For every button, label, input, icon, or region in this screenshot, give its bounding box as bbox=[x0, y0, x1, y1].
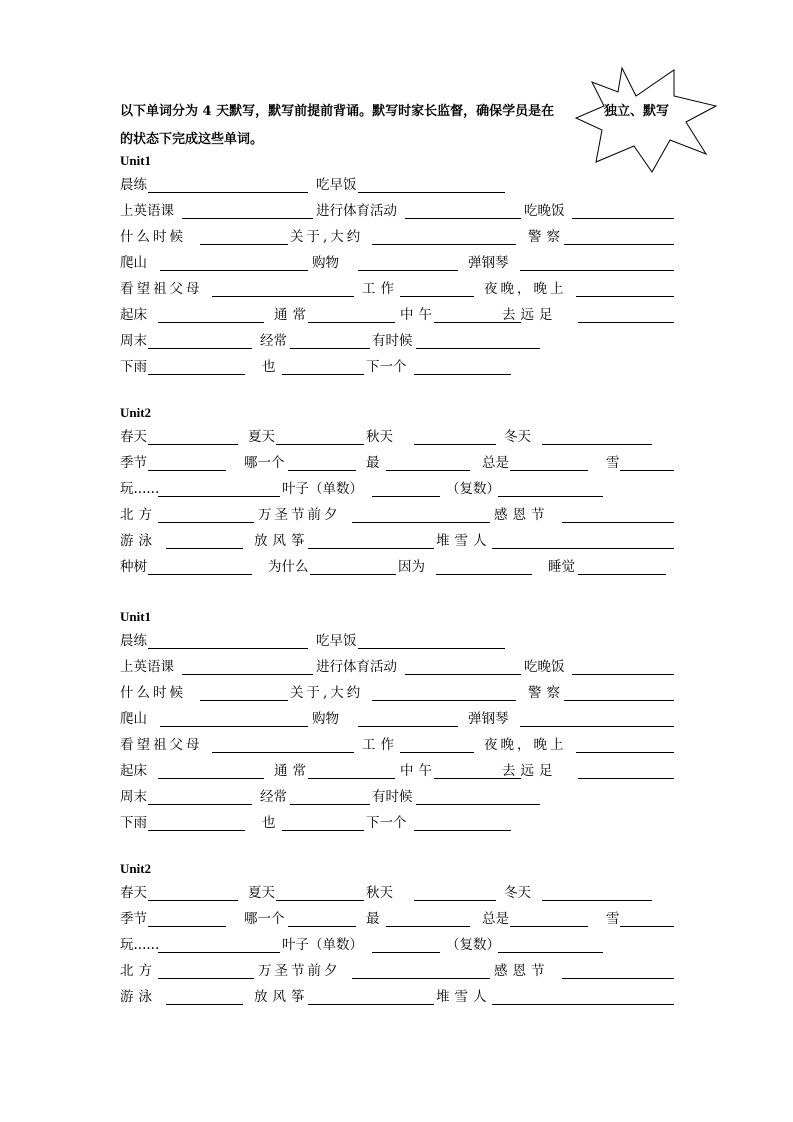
answer-blank[interactable] bbox=[358, 192, 505, 193]
vocab-row bbox=[120, 227, 675, 247]
vocab-row bbox=[120, 935, 675, 955]
answer-blank[interactable] bbox=[158, 978, 254, 979]
vocab-row bbox=[120, 331, 675, 351]
answer-blank[interactable] bbox=[578, 778, 674, 779]
answer-blank[interactable] bbox=[200, 244, 288, 245]
vocab-row bbox=[120, 813, 675, 833]
answer-blank[interactable] bbox=[400, 752, 474, 753]
vocab-word: 也 bbox=[262, 359, 276, 375]
vocab-word: 中午 bbox=[400, 763, 437, 779]
answer-blank[interactable] bbox=[578, 322, 674, 323]
vocab-word: 爬山 bbox=[120, 255, 147, 271]
vocab-word: 警察 bbox=[528, 685, 565, 701]
vocab-word: 吃早饭 bbox=[316, 177, 357, 193]
vocab-row bbox=[120, 909, 675, 929]
answer-blank[interactable] bbox=[308, 322, 395, 323]
vocab-word: 冬天 bbox=[504, 429, 531, 445]
answer-blank[interactable] bbox=[405, 674, 521, 675]
answer-blank[interactable] bbox=[148, 830, 245, 831]
vocab-word: 工作 bbox=[362, 281, 399, 297]
answer-blank[interactable] bbox=[288, 470, 356, 471]
vocab-row bbox=[120, 357, 675, 377]
answer-blank[interactable] bbox=[148, 444, 238, 445]
vocab-word: 周末 bbox=[120, 789, 147, 805]
instructions-line-2: 的状态下完成这些单词。 bbox=[120, 132, 264, 147]
answer-blank[interactable] bbox=[572, 218, 674, 219]
answer-blank[interactable] bbox=[576, 752, 674, 753]
vocab-word: 放风筝 bbox=[254, 533, 310, 549]
vocab-word: 雪 bbox=[606, 911, 620, 927]
vocab-word: 也 bbox=[262, 815, 276, 831]
answer-blank[interactable] bbox=[576, 296, 674, 297]
answer-blank[interactable] bbox=[492, 548, 674, 549]
vocab-word: 叶子（单数） bbox=[282, 937, 363, 953]
answer-blank[interactable] bbox=[158, 522, 254, 523]
vocab-word: 关于,大约 bbox=[290, 229, 364, 245]
vocab-word: 万圣节前夕 bbox=[258, 507, 341, 523]
answer-blank[interactable] bbox=[386, 470, 470, 471]
vocab-word: 因为 bbox=[398, 559, 425, 575]
section-title: Unit1 bbox=[120, 153, 152, 168]
answer-blank[interactable] bbox=[158, 496, 280, 497]
vocab-word: 雪 bbox=[606, 455, 620, 471]
vocab-word: 堆雪人 bbox=[436, 533, 492, 549]
answer-blank[interactable] bbox=[564, 700, 674, 701]
answer-blank[interactable] bbox=[372, 496, 440, 497]
answer-blank[interactable] bbox=[498, 496, 603, 497]
section-title: Unit2 bbox=[120, 405, 152, 420]
answer-blank[interactable] bbox=[510, 470, 588, 471]
answer-blank[interactable] bbox=[372, 952, 440, 953]
vocab-word: 秋天 bbox=[366, 885, 393, 901]
vocab-word: 什么时候 bbox=[120, 685, 186, 701]
vocab-row bbox=[120, 253, 675, 273]
vocab-word: 上英语课 bbox=[120, 203, 174, 219]
vocab-word: 有时候 bbox=[372, 333, 413, 349]
answer-blank[interactable] bbox=[148, 374, 245, 375]
answer-blank[interactable] bbox=[160, 726, 308, 727]
answer-blank[interactable] bbox=[288, 926, 356, 927]
answer-blank[interactable] bbox=[386, 926, 470, 927]
vocab-row bbox=[120, 657, 675, 677]
answer-blank[interactable] bbox=[520, 270, 674, 271]
answer-blank[interactable] bbox=[414, 374, 511, 375]
vocab-word: 关于,大约 bbox=[290, 685, 364, 701]
vocab-row bbox=[120, 683, 675, 703]
vocab-row bbox=[120, 987, 675, 1007]
vocab-word: 秋天 bbox=[366, 429, 393, 445]
vocab-word: 经常 bbox=[260, 333, 287, 349]
vocab-word: 有时候 bbox=[372, 789, 413, 805]
answer-blank[interactable] bbox=[358, 270, 458, 271]
answer-blank[interactable] bbox=[414, 830, 511, 831]
vocab-word: 警察 bbox=[528, 229, 565, 245]
vocab-row bbox=[120, 201, 675, 221]
answer-blank[interactable] bbox=[358, 648, 505, 649]
answer-blank[interactable] bbox=[414, 444, 496, 445]
vocab-row bbox=[120, 531, 675, 551]
vocab-word: 中午 bbox=[400, 307, 437, 323]
vocab-word: 春天 bbox=[120, 885, 147, 901]
answer-blank[interactable] bbox=[290, 348, 370, 349]
answer-blank[interactable] bbox=[436, 574, 532, 575]
answer-blank[interactable] bbox=[372, 244, 516, 245]
answer-blank[interactable] bbox=[282, 830, 364, 831]
answer-blank[interactable] bbox=[148, 348, 252, 349]
vocab-word: 进行体育活动 bbox=[316, 659, 397, 675]
answer-blank[interactable] bbox=[148, 900, 238, 901]
answer-blank[interactable] bbox=[308, 1004, 434, 1005]
answer-blank[interactable] bbox=[562, 522, 674, 523]
vocab-word: 起床 bbox=[120, 307, 147, 323]
answer-blank[interactable] bbox=[148, 804, 252, 805]
vocab-word: 看望祖父母 bbox=[120, 281, 203, 297]
vocab-word: 玩...... bbox=[120, 937, 160, 953]
vocab-word: 为什么 bbox=[268, 559, 309, 575]
vocab-word: 看望祖父母 bbox=[120, 737, 203, 753]
vocab-row bbox=[120, 505, 675, 525]
answer-blank[interactable] bbox=[562, 978, 674, 979]
vocab-row bbox=[120, 709, 675, 729]
vocab-row bbox=[120, 453, 675, 473]
vocab-row bbox=[120, 787, 675, 807]
vocab-word: 下雨 bbox=[120, 359, 147, 375]
answer-blank[interactable] bbox=[542, 444, 652, 445]
vocab-word: 下雨 bbox=[120, 815, 147, 831]
answer-blank[interactable] bbox=[290, 804, 370, 805]
vocab-row bbox=[120, 175, 675, 195]
vocab-word: 堆雪人 bbox=[436, 989, 492, 1005]
vocab-word: 吃晚饭 bbox=[524, 203, 565, 219]
vocab-word: 晨练 bbox=[120, 177, 147, 193]
vocab-word: 感恩节 bbox=[494, 507, 550, 523]
vocab-word: 吃早饭 bbox=[316, 633, 357, 649]
answer-blank[interactable] bbox=[308, 778, 395, 779]
answer-blank[interactable] bbox=[158, 952, 280, 953]
section-title: Unit2 bbox=[120, 861, 152, 876]
section-title: Unit1 bbox=[120, 609, 152, 624]
vocab-word: 去远足 bbox=[502, 307, 558, 323]
answer-blank[interactable] bbox=[400, 296, 474, 297]
vocab-word: 周末 bbox=[120, 333, 147, 349]
answer-blank[interactable] bbox=[308, 548, 434, 549]
vocab-row bbox=[120, 761, 675, 781]
callout-text: 独立、默写 bbox=[604, 104, 670, 119]
answer-blank[interactable] bbox=[182, 674, 313, 675]
answer-blank[interactable] bbox=[212, 296, 354, 297]
vocab-word: 夏天 bbox=[248, 429, 275, 445]
answer-blank[interactable] bbox=[572, 674, 674, 675]
vocab-word: 放风筝 bbox=[254, 989, 310, 1005]
vocab-word: 晨练 bbox=[120, 633, 147, 649]
answer-blank[interactable] bbox=[416, 348, 540, 349]
vocab-word: 冬天 bbox=[504, 885, 531, 901]
answer-blank[interactable] bbox=[372, 700, 516, 701]
answer-blank[interactable] bbox=[310, 574, 396, 575]
vocab-word: 感恩节 bbox=[494, 963, 550, 979]
vocab-word: 去远足 bbox=[502, 763, 558, 779]
vocab-word: 北方 bbox=[120, 507, 157, 523]
vocab-word: 夜晚，晚上 bbox=[484, 737, 567, 753]
vocab-word: 起床 bbox=[120, 763, 147, 779]
vocab-word: 总是 bbox=[482, 455, 509, 471]
answer-blank[interactable] bbox=[148, 192, 308, 193]
answer-blank[interactable] bbox=[182, 218, 313, 219]
answer-blank[interactable] bbox=[510, 926, 588, 927]
vocab-row bbox=[120, 305, 675, 325]
answer-blank[interactable] bbox=[358, 726, 458, 727]
answer-blank[interactable] bbox=[160, 270, 308, 271]
vocab-row bbox=[120, 735, 675, 755]
vocab-word: 游泳 bbox=[120, 533, 157, 549]
vocab-word: 通常 bbox=[274, 307, 311, 323]
vocab-row bbox=[120, 883, 675, 903]
answer-blank[interactable] bbox=[352, 522, 490, 523]
vocab-word: 最 bbox=[366, 455, 380, 471]
answer-blank[interactable] bbox=[620, 926, 674, 927]
vocab-word: 哪一个 bbox=[244, 455, 285, 471]
answer-blank[interactable] bbox=[158, 322, 264, 323]
vocab-word: 季节 bbox=[120, 455, 147, 471]
answer-blank[interactable] bbox=[166, 548, 243, 549]
answer-blank[interactable] bbox=[620, 470, 674, 471]
answer-blank[interactable] bbox=[148, 470, 226, 471]
vocab-word: 工作 bbox=[362, 737, 399, 753]
vocab-word: 弹钢琴 bbox=[468, 711, 509, 727]
answer-blank[interactable] bbox=[212, 752, 354, 753]
vocab-word: 万圣节前夕 bbox=[258, 963, 341, 979]
answer-blank[interactable] bbox=[405, 218, 521, 219]
answer-blank[interactable] bbox=[200, 700, 288, 701]
vocab-word: 总是 bbox=[482, 911, 509, 927]
vocab-word: （复数） bbox=[446, 481, 500, 497]
vocab-word: 最 bbox=[366, 911, 380, 927]
vocab-word: 什么时候 bbox=[120, 229, 186, 245]
vocab-word: 爬山 bbox=[120, 711, 147, 727]
instructions bbox=[120, 98, 600, 154]
vocab-word: 通常 bbox=[274, 763, 311, 779]
answer-blank[interactable] bbox=[282, 374, 364, 375]
answer-blank[interactable] bbox=[352, 978, 490, 979]
answer-blank[interactable] bbox=[414, 900, 496, 901]
vocab-word: 经常 bbox=[260, 789, 287, 805]
answer-blank[interactable] bbox=[578, 574, 666, 575]
vocab-row bbox=[120, 557, 675, 577]
vocab-word: 吃晚饭 bbox=[524, 659, 565, 675]
vocab-row bbox=[120, 279, 675, 299]
vocab-word: 睡觉 bbox=[548, 559, 575, 575]
vocab-word: 进行体育活动 bbox=[316, 203, 397, 219]
vocab-word: 北方 bbox=[120, 963, 157, 979]
vocab-word: 玩...... bbox=[120, 481, 160, 497]
vocab-word: 夜晚，晚上 bbox=[484, 281, 567, 297]
vocab-row bbox=[120, 479, 675, 499]
answer-blank[interactable] bbox=[276, 444, 364, 445]
vocab-word: 叶子（单数） bbox=[282, 481, 363, 497]
vocab-word: （复数） bbox=[446, 937, 500, 953]
vocab-word: 上英语课 bbox=[120, 659, 174, 675]
vocab-word: 春天 bbox=[120, 429, 147, 445]
answer-blank[interactable] bbox=[166, 1004, 243, 1005]
answer-blank[interactable] bbox=[276, 900, 364, 901]
instructions-line-1: 以下单词分为 4 天默写，默写前提前背诵。默写时家长监督，确保学员是在 bbox=[120, 104, 555, 119]
answer-blank[interactable] bbox=[148, 926, 226, 927]
vocab-word: 游泳 bbox=[120, 989, 157, 1005]
answer-blank[interactable] bbox=[148, 574, 252, 575]
vocab-word: 哪一个 bbox=[244, 911, 285, 927]
vocab-word: 购物 bbox=[312, 255, 339, 271]
vocab-word: 夏天 bbox=[248, 885, 275, 901]
answer-blank[interactable] bbox=[416, 804, 540, 805]
vocab-row bbox=[120, 961, 675, 981]
vocab-word: 季节 bbox=[120, 911, 147, 927]
vocab-word: 种树 bbox=[120, 559, 147, 575]
answer-blank[interactable] bbox=[542, 900, 652, 901]
vocab-word: 下一个 bbox=[366, 359, 407, 375]
answer-blank[interactable] bbox=[158, 778, 264, 779]
answer-blank[interactable] bbox=[148, 648, 308, 649]
answer-blank[interactable] bbox=[498, 952, 603, 953]
answer-blank[interactable] bbox=[564, 244, 674, 245]
vocab-word: 购物 bbox=[312, 711, 339, 727]
vocab-word: 弹钢琴 bbox=[468, 255, 509, 271]
vocab-row bbox=[120, 631, 675, 651]
vocab-word: 下一个 bbox=[366, 815, 407, 831]
answer-blank[interactable] bbox=[492, 1004, 674, 1005]
answer-blank[interactable] bbox=[520, 726, 674, 727]
vocab-row bbox=[120, 427, 675, 447]
